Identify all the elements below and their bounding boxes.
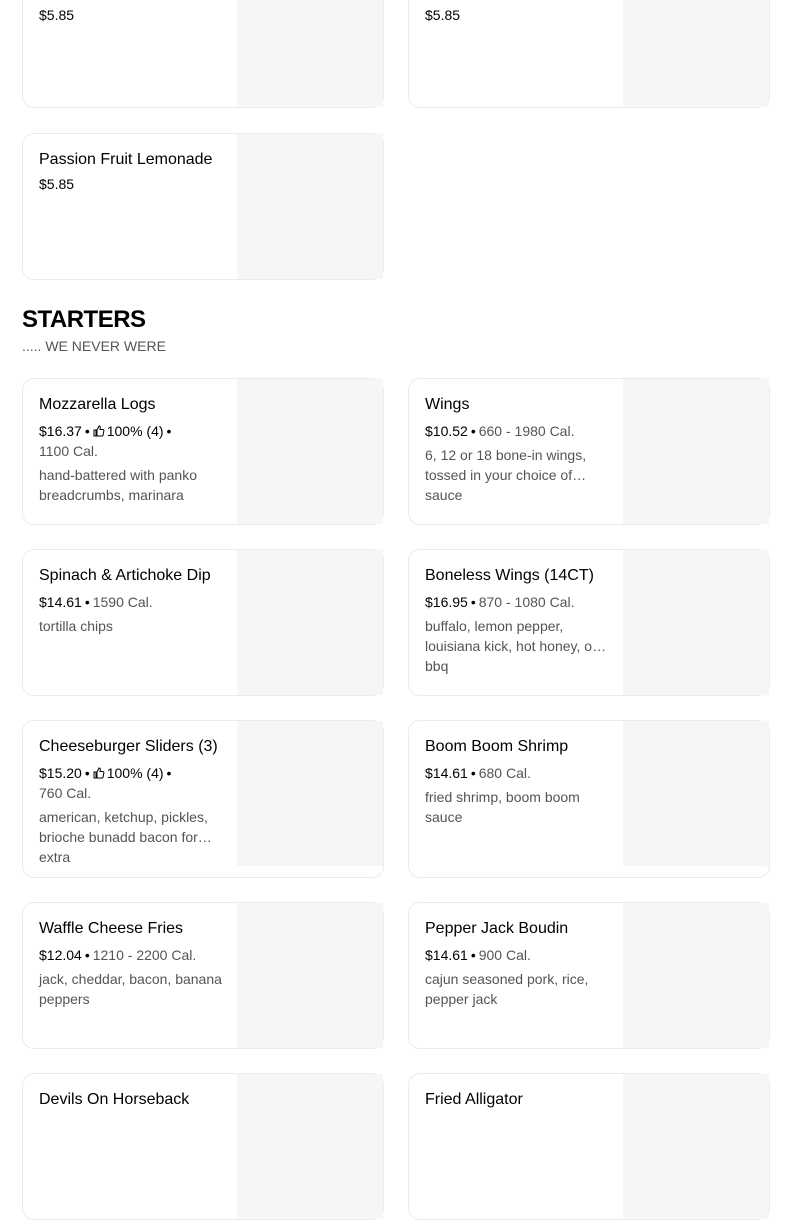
menu-item-card[interactable] bbox=[22, 0, 384, 108]
item-rating: 100% (4) bbox=[106, 423, 164, 439]
separator: • bbox=[166, 765, 172, 781]
item-name: Mozzarella Logs bbox=[39, 396, 156, 413]
item-description: cajun seasoned pork, rice, pepper jack bbox=[425, 971, 589, 1007]
separator: • bbox=[84, 947, 90, 963]
item-calories: 680 Cal. bbox=[478, 765, 531, 781]
menu-item-card[interactable] bbox=[408, 0, 770, 108]
item-name: Wings bbox=[425, 396, 470, 413]
separator: • bbox=[470, 423, 476, 439]
item-name: Boom Boom Shrimp bbox=[425, 738, 569, 755]
separator: • bbox=[84, 594, 90, 610]
item-name: Devils On Horseback bbox=[39, 1091, 190, 1108]
item-calories: 1590 Cal. bbox=[92, 594, 153, 610]
item-calories: 760 Cal. bbox=[39, 785, 92, 801]
item-price: $16.95 bbox=[425, 594, 468, 610]
item-name: Spinach & Artichoke Dip bbox=[39, 567, 211, 584]
separator: • bbox=[470, 594, 476, 610]
separator: • bbox=[470, 947, 476, 963]
item-name: Waffle Cheese Fries bbox=[39, 920, 184, 937]
item-description: american, ketchup, pickles, brioche bunadd bacon for extra bbox=[39, 809, 208, 865]
item-calories: 1100 Cal. bbox=[39, 443, 98, 459]
menu-item-card[interactable] bbox=[22, 133, 384, 280]
separator: • bbox=[470, 765, 476, 781]
item-description: fried shrimp, boom boom sauce bbox=[425, 789, 580, 825]
item-price: $5.85 bbox=[425, 7, 461, 23]
menu-item-card[interactable] bbox=[22, 1073, 384, 1220]
item-price: $14.61 bbox=[425, 765, 468, 781]
item-price: $5.85 bbox=[39, 176, 75, 192]
item-image-placeholder bbox=[237, 550, 383, 695]
item-image-placeholder bbox=[623, 1074, 769, 1219]
item-image-placeholder bbox=[623, 0, 769, 107]
menu-item-card[interactable] bbox=[408, 902, 770, 1049]
item-meta bbox=[39, 592, 223, 612]
item-image-placeholder bbox=[237, 903, 383, 1048]
thumbs-up-icon bbox=[93, 425, 105, 437]
item-description: 6, 12 or 18 bone-in wings, tossed in your choice of sauce bbox=[425, 447, 587, 503]
item-image-placeholder bbox=[237, 1074, 383, 1219]
item-name: Pepper Jack Boudin bbox=[425, 920, 569, 937]
item-price: $15.20 bbox=[39, 765, 82, 781]
menu-item-card[interactable] bbox=[22, 720, 384, 878]
item-calories: 900 Cal. bbox=[478, 947, 531, 963]
item-price: $14.61 bbox=[39, 594, 82, 610]
item-description: jack, cheddar, bacon, banana peppers bbox=[39, 971, 222, 1007]
menu-item-card[interactable] bbox=[22, 902, 384, 1049]
menu-item-card[interactable] bbox=[408, 378, 770, 525]
item-meta bbox=[425, 592, 609, 612]
item-meta bbox=[425, 763, 609, 783]
item-image-placeholder bbox=[237, 0, 383, 107]
item-price: $14.61 bbox=[425, 947, 468, 963]
separator: • bbox=[84, 765, 90, 781]
menu-item-card[interactable] bbox=[22, 549, 384, 696]
separator: • bbox=[166, 423, 172, 439]
menu-item-card[interactable] bbox=[408, 1073, 770, 1220]
item-meta bbox=[425, 945, 609, 965]
item-meta bbox=[39, 763, 223, 803]
menu-item-card[interactable] bbox=[22, 378, 384, 525]
item-image-placeholder bbox=[623, 721, 769, 866]
item-price: $16.37 bbox=[39, 423, 82, 439]
item-name: Cheeseburger Sliders (3) bbox=[39, 738, 218, 755]
item-meta bbox=[39, 421, 223, 461]
item-price: $5.85 bbox=[39, 7, 75, 23]
item-calories: 1210 - 2200 Cal. bbox=[92, 947, 197, 963]
item-calories: 870 - 1080 Cal. bbox=[478, 594, 575, 610]
item-name: Fried Alligator bbox=[425, 1091, 523, 1108]
section-subtitle: ..... WE NEVER WERE bbox=[22, 338, 166, 354]
item-description: tortilla chips bbox=[39, 618, 113, 634]
item-image-placeholder bbox=[237, 134, 383, 279]
item-image-placeholder bbox=[237, 721, 383, 866]
item-image-placeholder bbox=[623, 379, 769, 524]
item-name: Boneless Wings (14CT) bbox=[425, 567, 594, 584]
item-image-placeholder bbox=[623, 903, 769, 1048]
item-description: buffalo, lemon pepper, louisiana kick, hot honey, or bbq bbox=[425, 618, 597, 674]
item-image-placeholder bbox=[237, 379, 383, 524]
item-rating: 100% (4) bbox=[106, 765, 164, 781]
item-image-placeholder bbox=[623, 550, 769, 695]
item-calories: 660 - 1980 Cal. bbox=[478, 423, 575, 439]
menu-item-card[interactable] bbox=[408, 549, 770, 696]
item-meta bbox=[425, 421, 609, 441]
item-price: $10.52 bbox=[425, 423, 468, 439]
separator: • bbox=[84, 423, 90, 439]
item-name: Passion Fruit Lemonade bbox=[39, 151, 213, 168]
item-price: $12.04 bbox=[39, 947, 82, 963]
item-description: hand-battered with panko breadcrumbs, marinara bbox=[39, 467, 197, 503]
menu-item-card[interactable] bbox=[408, 720, 770, 878]
thumbs-up-icon bbox=[93, 767, 105, 779]
section-title: STARTERS bbox=[22, 306, 146, 333]
item-meta bbox=[39, 945, 223, 965]
